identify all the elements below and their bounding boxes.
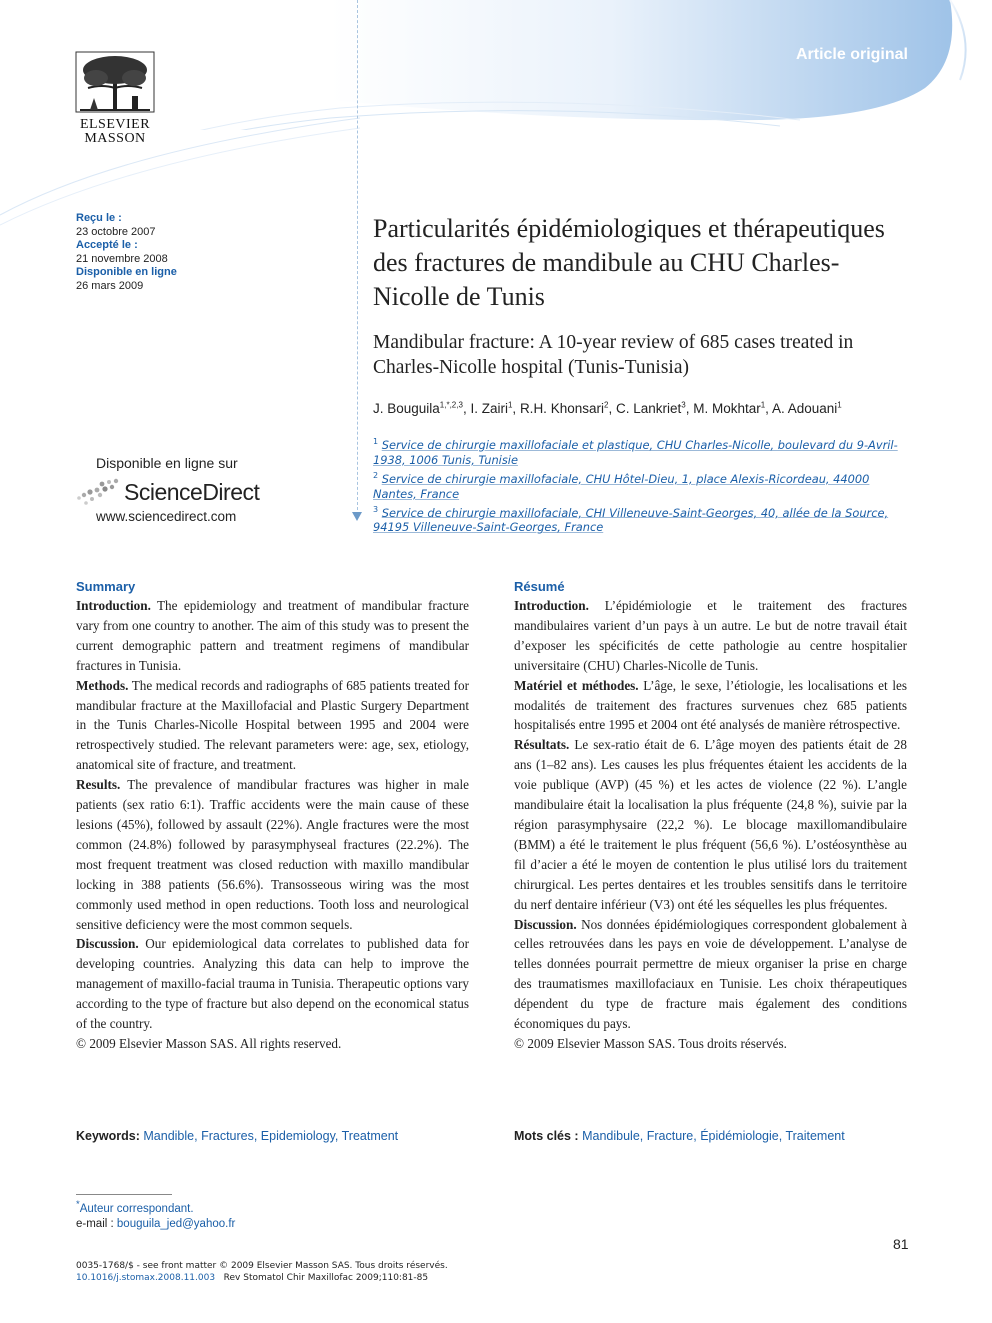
publisher-name-1: ELSEVIER <box>79 117 151 132</box>
affiliation-item[interactable]: $^3$ Service de chirurgie maxillofaciale, CHI Villeneuve-Saint-Georges, 40, allée de la Source, 94195 Villeneuve-Saint-Georges, France <box>373 504 889 535</box>
mots-cles <box>514 1129 845 1143</box>
email-label: e-mail : <box>76 1217 117 1230</box>
resume-paragraph: Matériel et méthodes. L’âge, le sexe, l’étiologie, les localisations et les modalités de traitement des fractures survenues chez 685 patients hospitalisés entre 1995 et 2004 ont été analysés de manière rétrospective. <box>514 677 907 733</box>
resume-heading: Résumé <box>514 579 565 594</box>
received-label: Reçu le : <box>76 212 122 224</box>
author[interactable]: I. Zairi$^1$, <box>470 400 520 416</box>
online-label: Disponible en ligne <box>76 266 177 278</box>
summary-copyright: © 2009 Elsevier Masson SAS. All rights reserved. <box>76 1035 342 1051</box>
mots-cles-values[interactable]: Mandibule, Fracture, Épidémiologie, Traitement <box>582 1129 845 1143</box>
footnote-divider <box>76 1194 172 1195</box>
sd-available-text: Disponible en ligne sur <box>96 455 238 471</box>
sciencedirect-icon <box>76 477 120 507</box>
summary-paragraph: Results. The prevalence of mandibular fractures was higher in male patients (sex ratio 6:1). Traffic accidents were the main cause of these lesions (45%), followed by assault (22%). Angle fractures were the most common (24.8%) followed by parasymphyseal fractures (22.2%). The most frequent treatment was closed reduction with maxillo mandibular locking in 388 patients (56.6%). Transosseous wiring was the most commonly used method in open reductions. Tooth loss and neurological sensitive deficiency were the most common sequels. <box>76 777 469 932</box>
doi-link[interactable]: 10.1016/j.stomax.2008.11.003 <box>76 1273 216 1283</box>
article-dates <box>76 212 177 293</box>
keywords-label: Keywords: <box>76 1129 140 1143</box>
tree-icon <box>74 50 156 114</box>
footnote <box>76 1197 235 1232</box>
resume-copyright: © 2009 Elsevier Masson SAS. Tous droits réservés. <box>514 1035 787 1051</box>
sd-brand[interactable] <box>76 477 276 507</box>
sd-url[interactable]: www.sciencedirect.com <box>96 509 237 524</box>
email-link[interactable]: bouguila_jed@yahoo.fr <box>116 1217 236 1230</box>
online-value: 26 mars 2009 <box>76 279 144 292</box>
received-value: 23 octobre 2007 <box>76 225 156 238</box>
publisher-name-2: MASSON <box>84 131 146 146</box>
author[interactable]: J. Bouguila$^{1,*,2,3}$, <box>373 400 471 416</box>
resume-column <box>514 578 907 1054</box>
summary-paragraph: Introduction. The epidemiology and treatment of mandibular fracture vary from one country to another. The aim of this study was to present the current demographic pattern and treatment regimens of mandibular fractures in Tunisia. <box>76 598 469 673</box>
keywords-values[interactable]: Mandible, Fractures, Epidemiology, Treatment <box>143 1129 399 1143</box>
accepted-value: 21 novembre 2008 <box>76 252 168 265</box>
keywords <box>76 1129 398 1143</box>
summary-paragraph: Methods. The medical records and radiographs of 685 patients treated for mandibular fracture at the Maxillofacial and Plastic Surgery Department in the Tunis Charles-Nicolle Hospital between 1995 and 2004 were retrospectively studied. The relevant parameters were: age, sex, etiology, anatomical site of fracture, and treatment. <box>76 677 469 773</box>
article-subtitle: Mandibular fracture: A 10-year review of 685 cases treated in Charles-Nicolle hospital (Tunis-Tunisia) <box>373 332 854 378</box>
resume-paragraph: Introduction. L’épidémiologie et le traitement des fractures mandibulaires varient d’un pays à un autre. Le but de notre travail était d’exposer les spécificités de cette pathologie au centre hospitalier universitaire (CHU) Charles-Nicolle de Tunis. <box>514 598 907 673</box>
header-swoosh <box>0 100 400 230</box>
mots-cles-label: Mots clés : <box>514 1129 579 1143</box>
resume-paragraph: Discussion. Nos données épidémiologiques correspondent globalement à celles retrouvées dans les pays en voie de développement. L’analyse de telles données pourrait permettre de mieux organiser la prise en charge des traumatismes maxillofaciaux en Tunisie. Les choix thérapeutiques dépendent du type de fracture mais également des conditions économiques du pays. <box>514 916 907 1032</box>
footer-rights: 0035-1768/$ - see front matter © 2009 Elsevier Masson SAS. Tous droits réservés. <box>76 1261 448 1271</box>
author[interactable]: M. Mokhtar$^1$, <box>693 400 772 416</box>
sd-brand-text: ScienceDirect <box>124 478 260 505</box>
summary-paragraph: Discussion. Our epidemiological data correlates to published data for developing countries. Analyzing this data can help to improve the management of maxillo-facial trauma in Tunisia. Therapeutic options vary according to the type of fracture but also depend on the economical status of the country. <box>76 936 469 1032</box>
vertical-divider <box>357 0 359 515</box>
affiliation-item[interactable]: $^1$ Service de chirurgie maxillofaciale et plastique, CHU Charles-Nicolle, boulevard du 9-Avril-1938, 1006 Tunis, Tunisie <box>373 437 898 467</box>
author-list <box>373 400 913 416</box>
journal-citation: Rev Stomatol Chir Maxillofac 2009;110:81-85 <box>223 1273 429 1283</box>
affiliations <box>373 434 913 535</box>
publisher-logo <box>74 50 156 150</box>
corresponding-author-label: Auteur correspondant. <box>79 1202 194 1215</box>
accepted-label: Accepté le : <box>76 239 138 251</box>
article-title: Particularités épidémiologiques et thérapeutiques des fractures de mandibule au CHU Charles-Nicolle de Tunis <box>373 214 885 311</box>
sciencedirect-block <box>76 455 276 524</box>
resume-paragraph: Résultats. Le sex-ratio était de 6. L’âge moyen des patients était de 28 ans (1–82 ans). Les causes les plus fréquentes étaient les accidents de la voie publique (AVP) (45 %) et les actes de violence (22 %). L’angle mandibulaire était la localisation la plus fréquente (24,8 %), suivie par la région parasymphysaire (22,2 %). Le blocage maxillomandibulaire (BMM) a été le traitement le plus fréquent (56,6 %). L’ostéosynthèse au fil d’acier a été le moyen de contention le plus utilisé lors du traitement chirurgical. Les pertes dentaires et les troubles sensitifs dans le territoire du nerf dentaire inférieur (V3) ont été les séquelles les plus fréquentes. <box>514 737 907 912</box>
page-number: 81 <box>893 1236 909 1252</box>
summary-column <box>76 578 469 1054</box>
article-type-label: Article original <box>795 46 908 63</box>
affiliation-item[interactable]: $^2$ Service de chirurgie maxillofaciale, CHU Hôtel-Dieu, 1, place Alexis-Ricordeau, 44000 Nantes, France <box>373 470 870 501</box>
author[interactable]: R.H. Khonsari$^2$, <box>519 400 616 416</box>
arrow-down-icon <box>352 512 362 521</box>
author[interactable]: C. Lankriet$^3$, <box>615 400 694 416</box>
footer <box>76 1260 448 1284</box>
footnote-star: * <box>76 1199 80 1210</box>
author[interactable]: A. Adouani$^1$ <box>771 400 842 416</box>
summary-heading: Summary <box>76 579 136 594</box>
